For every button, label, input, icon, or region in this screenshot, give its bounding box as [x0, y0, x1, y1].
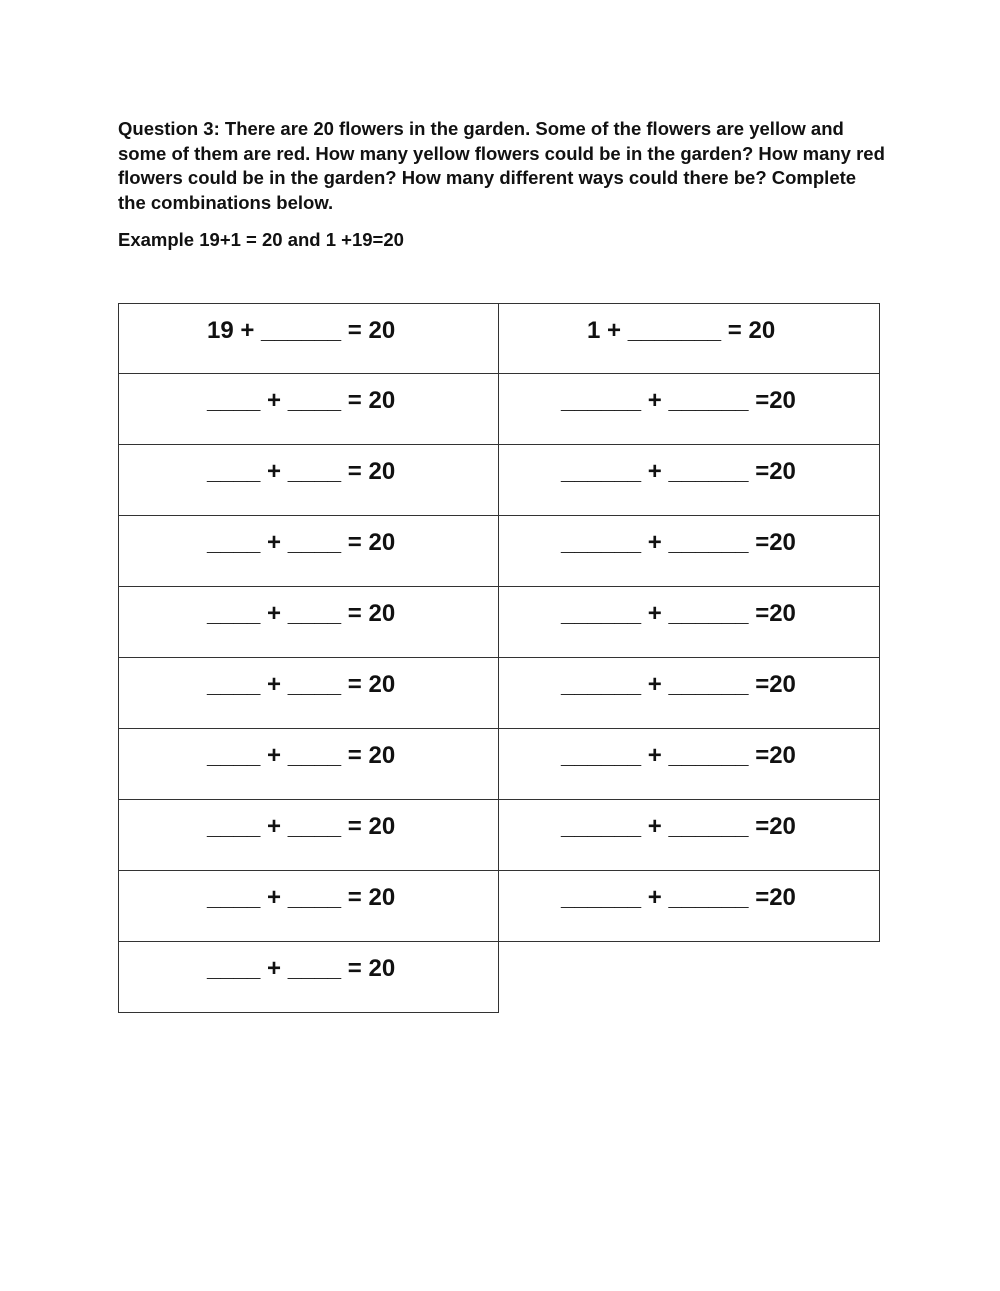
table-cell[interactable] — [499, 658, 880, 729]
equation: ______ + ______ =20 — [561, 742, 796, 769]
equation: ______ + ______ =20 — [561, 458, 796, 485]
empty-cell — [499, 942, 880, 1013]
table-cell[interactable] — [499, 800, 880, 871]
table-row — [118, 445, 880, 516]
table-cell[interactable] — [499, 303, 880, 374]
table-cell[interactable] — [499, 374, 880, 445]
example-text: Example 19+1 = 20 and 1 +19=20 — [118, 229, 404, 250]
table-row — [118, 800, 880, 871]
table-row — [118, 871, 880, 942]
equation: ____ + ____ = 20 — [207, 955, 396, 982]
table-row — [118, 374, 880, 445]
equation: ____ + ____ = 20 — [207, 529, 396, 556]
table-cell[interactable] — [499, 871, 880, 942]
equation: ____ + ____ = 20 — [207, 884, 396, 911]
equation: 19 + ______ = 20 — [207, 317, 396, 344]
equation: ______ + ______ =20 — [561, 671, 796, 698]
equation: ____ + ____ = 20 — [207, 742, 396, 769]
table-row — [118, 516, 880, 587]
table-cell[interactable] — [499, 587, 880, 658]
equation: ____ + ____ = 20 — [207, 600, 396, 627]
table-cell[interactable] — [118, 374, 499, 445]
equation: ____ + ____ = 20 — [207, 671, 396, 698]
equation: ____ + ____ = 20 — [207, 387, 396, 414]
table-cell[interactable] — [499, 729, 880, 800]
table-cell[interactable] — [118, 942, 499, 1013]
equation: 1 + _______ = 20 — [587, 317, 776, 344]
table-cell[interactable] — [118, 303, 499, 374]
question-text: Question 3: There are 20 flowers in the garden. Some of the flowers are yellow and some of them are red. How many yellow flowers could be in the garden? How many red flowers could be in the garden? How many different ways could there be? Complete the combinations below. — [118, 118, 885, 213]
table-cell[interactable] — [118, 445, 499, 516]
combinations-table — [118, 303, 880, 1013]
equation: ____ + ____ = 20 — [207, 813, 396, 840]
equation: ______ + ______ =20 — [561, 600, 796, 627]
equation: ______ + ______ =20 — [561, 884, 796, 911]
equation: ______ + ______ =20 — [561, 387, 796, 414]
table-row — [118, 587, 880, 658]
table-cell[interactable] — [499, 516, 880, 587]
table-row — [118, 303, 880, 374]
table-row — [118, 658, 880, 729]
table-row — [118, 942, 880, 1013]
equation: ______ + ______ =20 — [561, 813, 796, 840]
table-cell[interactable] — [118, 587, 499, 658]
table-cell[interactable] — [118, 729, 499, 800]
table-cell[interactable] — [118, 800, 499, 871]
equation: ____ + ____ = 20 — [207, 458, 396, 485]
table-cell[interactable] — [118, 871, 499, 942]
table-row — [118, 729, 880, 800]
table-cell[interactable] — [118, 658, 499, 729]
table-cell[interactable] — [118, 516, 499, 587]
table-cell[interactable] — [499, 445, 880, 516]
equation: ______ + ______ =20 — [561, 529, 796, 556]
